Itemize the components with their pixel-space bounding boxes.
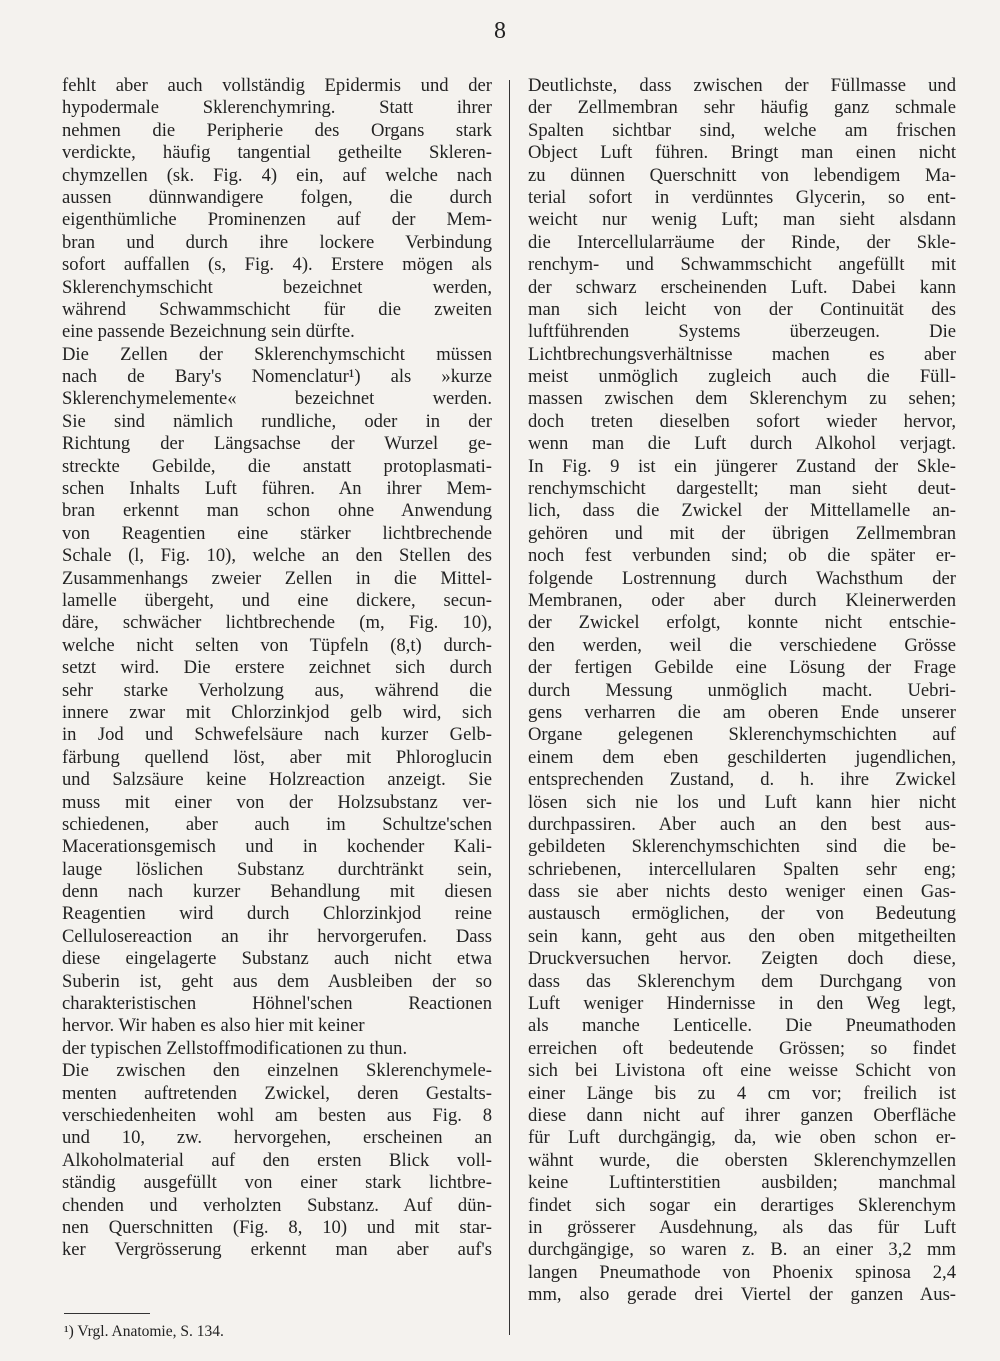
text-line: nen Querschnitten (Fig. 8, 10) und mit star- bbox=[62, 1216, 492, 1238]
left-text-column bbox=[62, 75, 492, 1262]
text-line: und 10, zw. hervorgehen, erscheinen an bbox=[62, 1127, 492, 1149]
text-line: wenn man die Luft durch Alkohol verjagt. bbox=[528, 433, 956, 455]
text-line: austausch ermöglichen, der von Bedeutung bbox=[528, 903, 956, 925]
text-line: Richtung der Längsachse der Wurzel ge- bbox=[62, 433, 492, 455]
text-line: welche nicht selten von Tüpfeln (8,t) durch- bbox=[62, 634, 492, 656]
text-line: Zusammenhangs zweier Zellen in die Mittel- bbox=[62, 567, 492, 589]
text-line: Spalten sichtbar sind, welche am frischen bbox=[528, 119, 956, 141]
text-line: schriebenen, intercellularen Spalten sehr eng; bbox=[528, 858, 956, 880]
text-line: wähnt wurde, die obersten Sklerenchymzellen bbox=[528, 1149, 956, 1171]
text-line: Die zwischen den einzelnen Sklerenchymele- bbox=[62, 1060, 492, 1082]
text-line: eine passende Bezeichnung sein dürfte. bbox=[62, 321, 355, 343]
text-line: der Zwickel erfolgt, konnte nicht entschie- bbox=[528, 612, 956, 634]
text-line: däre, schwächer lichtbrechende (m, Fig. 10), bbox=[62, 612, 492, 634]
text-line: als manche Lenticelle. Die Pneumathoden bbox=[528, 1015, 956, 1037]
text-line: schiedenen, aber auch im Schultze'schen bbox=[62, 813, 492, 835]
text-line: sofort auffallen (s, Fig. 4). Erstere mögen als bbox=[62, 254, 492, 276]
text-line: einem dem eben geschilderten jugendlichen, bbox=[528, 746, 956, 768]
text-line: lösen sich nie los und Luft kann hier nicht bbox=[528, 791, 956, 813]
text-line: renchymschicht dargestellt; man sieht deut- bbox=[528, 478, 956, 500]
text-line: hypodermale Sklerenchymring. Statt ihrer bbox=[62, 97, 492, 119]
text-line: diese dann nicht auf ihrer ganzen Oberfläche bbox=[528, 1104, 956, 1126]
text-line: sein kann, geht aus den oben mitgetheilten bbox=[528, 925, 956, 947]
text-line: der typischen Zellstoffmodificationen zu thun. bbox=[62, 1037, 408, 1059]
text-line: in grösserer Ausdehnung, als das für Luft bbox=[528, 1216, 956, 1238]
text-line: Object Luft führen. Bringt man einen nicht bbox=[528, 142, 956, 164]
text-line: folgende Lostrennung durch Wachsthum der bbox=[528, 567, 956, 589]
text-line: in Jod und Schwefelsäure nach kurzer Gelb- bbox=[62, 724, 492, 746]
text-line: der fertigen Gebilde eine Lösung der Frage bbox=[528, 657, 956, 679]
text-line: dass sie aber nichts desto weniger einen Gas- bbox=[528, 881, 956, 903]
footnote-divider bbox=[64, 1313, 150, 1314]
text-line: man sich leicht von der Continuität des bbox=[528, 298, 956, 320]
text-line: Macerationsgemisch und in kochender Kali- bbox=[62, 836, 492, 858]
text-line: streckte Gebilde, die anstatt protoplasmati- bbox=[62, 455, 492, 477]
text-line: denn nach kurzer Behandlung mit diesen bbox=[62, 881, 492, 903]
text-line: chenden und verholzten Substanz. Auf dün- bbox=[62, 1194, 492, 1216]
text-line: Sklerenchymelemente« bezeichnet werden. bbox=[62, 388, 492, 410]
text-line: durchgängige, so waren z. B. an einer 3,2 mm bbox=[528, 1239, 956, 1261]
text-line: Sklerenchymschicht bezeichnet werden, bbox=[62, 276, 492, 298]
text-line: noch fest verbunden sind; ob die später er- bbox=[528, 545, 956, 567]
text-line: innere zwar mit Chlorzinkjod gelb wird, sich bbox=[62, 701, 492, 723]
text-line: die Intercellularräume der Rinde, der Skle- bbox=[528, 231, 956, 253]
text-line: schen Inhalts Luft führen. An ihrer Mem- bbox=[62, 478, 492, 500]
text-line: durchpassiren. Aber auch an den best aus- bbox=[528, 813, 956, 835]
text-line: mm, also gerade drei Viertel der ganzen Aus- bbox=[528, 1284, 956, 1306]
text-line: erreichen oft bedeutende Grössen; so findet bbox=[528, 1037, 956, 1059]
right-text-column bbox=[528, 75, 956, 1306]
text-line: während Schwammschicht für die zweiten bbox=[62, 298, 492, 320]
text-line: sehr starke Verholzung aus, während die bbox=[62, 679, 492, 701]
text-line: Organe gelegenen Sklerenchymschichten auf bbox=[528, 724, 956, 746]
text-line: keine Luftinterstitien ausbilden; manchmal bbox=[528, 1172, 956, 1194]
text-line: meist unmöglich zugleich auch die Füll- bbox=[528, 366, 956, 388]
text-line: bran erkennt man schon ohne Anwendung bbox=[62, 500, 492, 522]
text-line: dass das Sklerenchym dem Durchgang von bbox=[528, 970, 956, 992]
text-line: Membranen, oder aber durch Kleinerwerden bbox=[528, 589, 956, 611]
text-line: gehören und mit der übrigen Zellmembran bbox=[528, 522, 956, 544]
text-line: In Fig. 9 ist ein jüngerer Zustand der Skle- bbox=[528, 455, 956, 477]
text-line: lamelle übergeht, und eine dickere, secun- bbox=[62, 589, 492, 611]
text-line: muss mit einer von der Holzsubstanz ver- bbox=[62, 791, 492, 813]
text-line: zu dünnen Querschnitt von lebendigem Ma- bbox=[528, 164, 956, 186]
text-line: ständig ausgefüllt von einer stark lichtbre- bbox=[62, 1172, 492, 1194]
column-divider bbox=[509, 80, 510, 1335]
text-line: für Luft durchgängig, da, wie oben schon er- bbox=[528, 1127, 956, 1149]
footnote: ¹) Vrgl. Anatomie, S. 134. bbox=[64, 1323, 224, 1340]
text-line: massen zwischen dem Sklerenchym zu sehen; bbox=[528, 388, 956, 410]
text-line: einer Länge bis zu 4 cm vor; freilich ist bbox=[528, 1082, 956, 1104]
text-line: Lichtbrechungsverhältnisse machen es aber bbox=[528, 343, 956, 365]
text-line: findet sich sogar ein derartiges Sklerenchym bbox=[528, 1194, 956, 1216]
text-line: Druckversuchen hervor. Zeigten doch diese, bbox=[528, 948, 956, 970]
text-line: färbung quellend löst, aber mit Phloroglucin bbox=[62, 746, 492, 768]
text-line: durch Messung unmöglich macht. Uebri- bbox=[528, 679, 956, 701]
text-line: und Salzsäure keine Holzreaction anzeigt. Sie bbox=[62, 769, 492, 791]
text-line: terial sofort in verdünntes Glycerin, so ent- bbox=[528, 186, 956, 208]
text-line: weicht nur wenig Luft; man sieht alsdann bbox=[528, 209, 956, 231]
text-line: entsprechenden Zustand, d. h. ihre Zwickel bbox=[528, 769, 956, 791]
text-line: Alkoholmaterial auf den ersten Blick voll- bbox=[62, 1149, 492, 1171]
page-number: 8 bbox=[494, 18, 506, 44]
text-line: der schwarz erscheinenden Luft. Dabei kann bbox=[528, 276, 956, 298]
text-line: verdickte, häufig tangential getheilte Skleren- bbox=[62, 142, 492, 164]
text-line: langen Pneumathode von Phoenix spinosa 2,4 bbox=[528, 1261, 956, 1283]
text-line: luftführenden Systems überzeugen. Die bbox=[528, 321, 956, 343]
text-line: setzt wird. Die erstere zeichnet sich durch bbox=[62, 657, 492, 679]
text-line: diese eingelagerte Substanz auch nicht etwa bbox=[62, 948, 492, 970]
text-line: menten auftretenden Zwickel, deren Gestalts- bbox=[62, 1082, 492, 1104]
text-line: nehmen die Peripherie des Organs stark bbox=[62, 119, 492, 141]
text-line: sich bei Livistona oft eine weisse Schicht von bbox=[528, 1060, 956, 1082]
text-line: Cellulosereaction an ihr hervorgerufen. Dass bbox=[62, 925, 492, 947]
text-line: ker Vergrösserung erkennt man aber auf's bbox=[62, 1239, 492, 1261]
text-line: charakteristischen Höhnel'schen Reactionen bbox=[62, 993, 492, 1015]
text-line: den werden, weil die verschiedene Grösse bbox=[528, 634, 956, 656]
text-line: lich, dass die Zwickel der Mittellamelle an- bbox=[528, 500, 956, 522]
text-line: gens verharren die am oberen Ende unserer bbox=[528, 701, 956, 723]
text-line: gebildeten Sklerenchymschichten sind die be- bbox=[528, 836, 956, 858]
text-line: der Zellmembran sehr häufig ganz schmale bbox=[528, 97, 956, 119]
text-line: Suberin ist, geht aus dem Ausbleiben der so bbox=[62, 970, 492, 992]
text-line: verschiedenheiten wohl am besten aus Fig. 8 bbox=[62, 1104, 492, 1126]
text-line: Deutlichste, dass zwischen der Füllmasse und bbox=[528, 75, 956, 96]
text-line: chymzellen (sk. Fig. 4) ein, auf welche nach bbox=[62, 164, 492, 186]
text-line: Die Zellen der Sklerenchymschicht müssen bbox=[62, 343, 492, 365]
text-line: eigenthümliche Prominenzen auf der Mem- bbox=[62, 209, 492, 231]
text-line: lauge löslichen Substanz durchtränkt sein, bbox=[62, 858, 492, 880]
text-line: hervor. Wir haben es also hier mit keiner bbox=[62, 1015, 365, 1037]
text-line: renchym- und Schwammschicht angefüllt mit bbox=[528, 254, 956, 276]
text-line: fehlt aber auch vollständig Epidermis und der bbox=[62, 75, 492, 96]
text-line: Reagentien wird durch Chlorzinkjod reine bbox=[62, 903, 492, 925]
text-line: doch treten dieselben sofort wieder hervor, bbox=[528, 410, 956, 432]
text-line: von Reagentien eine stärker lichtbrechende bbox=[62, 522, 492, 544]
text-line: Luft weniger Hindernisse in den Weg legt, bbox=[528, 993, 956, 1015]
text-line: aussen dünnwandigere folgen, die durch bbox=[62, 186, 492, 208]
text-line: Sie sind nämlich rundliche, oder in der bbox=[62, 410, 492, 432]
text-line: Schale (l, Fig. 10), welche an den Stellen des bbox=[62, 545, 492, 567]
text-line: nach de Bary's Nomenclatur¹) als »kurze bbox=[62, 366, 492, 388]
text-line: bran und durch ihre lockere Verbindung bbox=[62, 231, 492, 253]
